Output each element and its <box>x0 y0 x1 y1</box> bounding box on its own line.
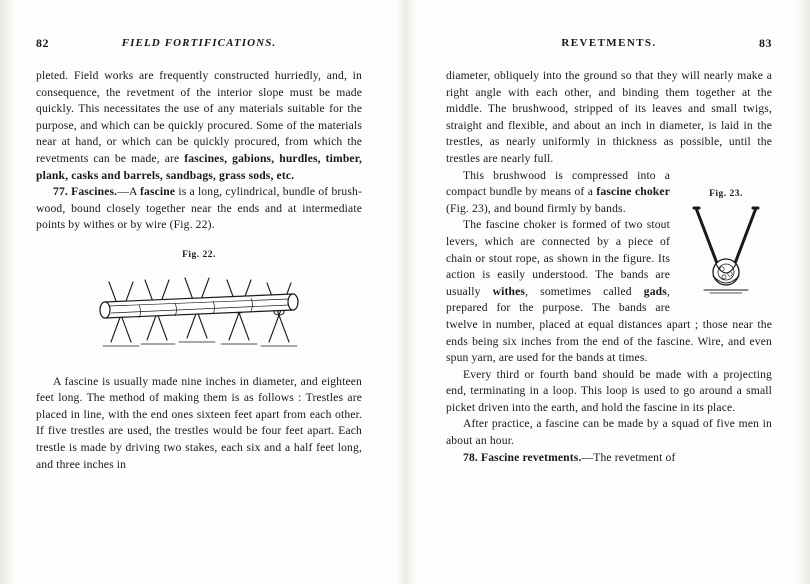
figure-22-label: Fig. 22. <box>182 249 216 260</box>
figure-22-block <box>36 247 362 364</box>
right-running-head-title: REVETMENTS. <box>561 37 657 49</box>
left-running-head <box>36 36 362 56</box>
right-page-body <box>446 68 772 466</box>
paragraph-levers-and-bands: The fascine choker is formed of two stout levers, which are connected by a piece of chain or stout rope, as shown in the figure. Its action is easily understood. The bands are usually withes, sometimes called gads, prepared for the purpose. The bands are twelve in number, placed at equal distances apart ; those near the ends being six inches from the end of the fascine. Wire, and even spun yarn, are used for the bands at times. <box>446 218 772 365</box>
paragraph-fascine-choker: This brushwood is compressed into a compact bundle by means of a fascine choker (Fig. 23), and bound firmly by bands. <box>446 168 670 215</box>
left-page-folio: 82 <box>36 36 49 50</box>
left-page-column <box>36 36 362 473</box>
fascine-term: fascine <box>139 185 176 199</box>
section-78-number: 78. Fascine revetments. <box>463 450 582 464</box>
paragraph-squad-time: After practice, a fascine can be made by a squad of five men in about an hour. <box>446 417 772 448</box>
section-77-text: is a long, cylindrical, bundle of brush-wood, bound closely together near the ends and at intermediate points by withes or by wire (Fig. 22). <box>36 185 362 232</box>
section-78-paragraph <box>446 450 772 467</box>
section-77-paragraph <box>36 184 362 234</box>
section-78-text: —The revetment of <box>581 450 676 464</box>
fascine-on-trestles-illustration <box>79 268 319 364</box>
right-page-folio: 83 <box>759 36 772 50</box>
fascine-choker-term: fascine choker <box>596 185 670 199</box>
section-77-dash: —A <box>117 185 140 199</box>
left-running-head-title: FIELD FORTIFICATIONS. <box>121 37 277 49</box>
paragraph-loop-band: Every third or fourth band should be made with a projecting end, terminating in a loop. This loop is used to go around a small picket driven into the earth, and hold the fascine in its place. <box>446 367 772 414</box>
right-page-column <box>446 36 772 466</box>
right-running-head <box>446 36 772 56</box>
paragraph-fascine-dimensions: A fascine is usually made nine inches in diameter, and eighteen feet long. The method of making them is as follows : Trestles are placed in line, with the end ones sixteen feet apart from each other. If five trestles are used, the trestles would be four feet apart. Each trestle is made by driving two stakes, each six and a half feet long, and three inches in <box>36 374 362 471</box>
paragraph-continued: pleted. Field works are frequently constructed hurriedly, and, in consequence, the revetment of the interior slope must be made quickly. This necessitates the use of any materials suitable for the purpose, and which can be quickly procured. Some of the materials near at hand, or which can be quickly procured, from which the revetments can be made, are fascines, gabions, hurdles, timber, plank, casks and barrels, sandbags, grass sods, etc. <box>36 69 363 182</box>
withes-term: withes <box>492 284 526 298</box>
gads-term: gads <box>643 284 667 298</box>
section-77-number: 77. Fascines. <box>53 185 118 199</box>
figure-23-label: Fig. 23. <box>709 188 743 199</box>
materials-list-bold: fascines, gabions, hurdles, timber, plank, casks and barrels, sandbags, grass sods, etc. <box>36 151 363 182</box>
paragraph-continued: diameter, obliquely into the ground so that they will nearly make a right angle with each other, and binding them together at the middle. The brushwood, stripped of its leaves and small twigs, straight and flexible, and about an inch in diameter, is laid in the trestles, as nearly uniformly in thickness as possible, until the trestles are nearly full. <box>446 69 772 165</box>
book-gutter-shadow <box>396 0 416 584</box>
left-page-body <box>36 68 362 473</box>
figure-23-block <box>680 186 772 302</box>
fascine-choker-illustration <box>682 204 770 296</box>
